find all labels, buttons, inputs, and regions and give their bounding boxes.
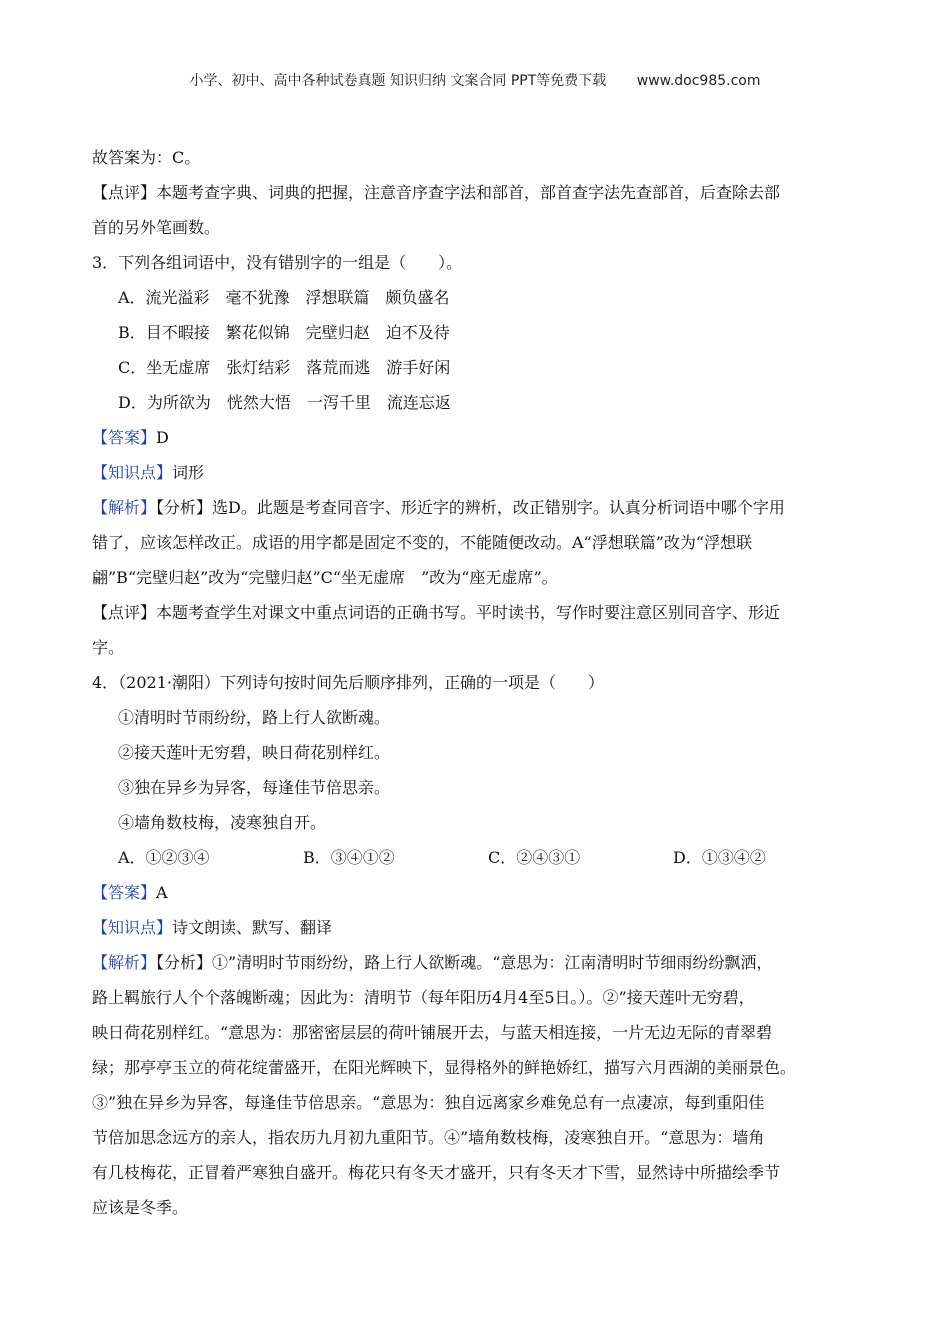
question-4-analysis-line-8: 应该是冬季。 — [92, 1198, 189, 1217]
header-text: 小学、初中、高中各种试卷真题 知识归纳 文案合同 PPT等免费下载 — [189, 73, 607, 89]
question-4-option-b: B．③④①② — [303, 848, 395, 867]
header-site-link[interactable]: www.doc985.com — [636, 73, 761, 89]
comment-tag: 【点评】 — [92, 183, 157, 202]
question-3-comment-line-1 — [92, 595, 862, 630]
question-3-option-b: B．目不暇接 繁花似锦 完壁归赵 迫不及待 — [118, 323, 450, 342]
answer-value: D — [156, 428, 169, 447]
question-3-option-a: A．流光溢彩 毫不犹豫 浮想联篇 颇负盛名 — [118, 288, 450, 307]
document-body — [92, 140, 862, 1225]
comment-text: 本题考查学生对课文中重点词语的正确书写。平时读书，写作时要注意区别同音字、形近 — [156, 603, 781, 622]
question-4-stem: 4．（2021·潮阳）下列诗句按时间先后顺序排列，正确的一项是（ ） — [92, 673, 604, 692]
question-3-option-d: D．为所欲为 恍然大悟 一泻千里 流连忘返 — [118, 393, 451, 412]
question-4-option-c: C．②④③① — [488, 848, 581, 867]
page-header — [0, 70, 950, 90]
question-4-analysis-line-5: ③”独在异乡为异客，每逢佳节倍思亲。“意思为：独自远离家乡难免总有一点凄凉，每到重阳佳 — [92, 1093, 765, 1112]
question-4-analysis-line-7: 有几枝梅花，正冒着严寒独自盛开。梅花只有冬天才盛开，只有冬天才下雪，显然诗中所描绘季节 — [92, 1163, 781, 1182]
question-3-analysis-line-1 — [92, 490, 862, 525]
question-4-poem-2: ②接天莲叶无穷碧，映日荷花别样红。 — [118, 743, 391, 762]
question-4-analysis-line-2: 路上羁旅行人个个落魄断魂；因此为：清明节（每年阳历4月4至5日。）。②”接天莲叶无穷碧， — [92, 988, 755, 1007]
question-4-option-a: A．①②③④ — [118, 848, 210, 867]
answer-tag: 【答案】 — [92, 883, 157, 902]
question-3-stem: 3．下列各组词语中，没有错别字的一组是（ ）。 — [92, 253, 463, 272]
question-3-analysis-line-3: 翩”B“完壁归赵”改为“完璧归赵”C“坐无虚席 ”改为“座无虚席”。 — [92, 568, 558, 587]
knowledge-value: 诗文朗读、默写、翻译 — [172, 918, 333, 937]
question-3-knowledge-point — [92, 455, 862, 490]
question-4-options — [92, 840, 862, 875]
analysis-tag: 【解析】 — [92, 953, 157, 972]
question-4-analysis-line-1 — [92, 945, 862, 980]
question-3-option-c: C．坐无虚席 张灯结彩 落荒而逃 游手好闲 — [118, 358, 451, 377]
answer-value: A — [156, 883, 168, 902]
question-4-option-d: D．①③④② — [673, 848, 766, 867]
prev-comment-line-2: 首的另外笔画数。 — [92, 218, 221, 237]
knowledge-value: 词形 — [172, 463, 205, 482]
knowledge-tag: 【知识点】 — [92, 463, 173, 482]
question-4-analysis-line-6: 节倍加思念远方的亲人，指农历九月初九重阳节。④”墙角数枝梅，凌寒独自开。“意思为：墙角 — [92, 1128, 765, 1147]
question-4-answer — [92, 875, 862, 910]
knowledge-tag: 【知识点】 — [92, 918, 173, 937]
question-4-poem-4: ④墙角数枝梅，凌寒独自开。 — [118, 813, 327, 832]
comment-tag: 【点评】 — [92, 603, 157, 622]
answer-tag: 【答案】 — [92, 428, 157, 447]
analysis-tag: 【解析】 — [92, 498, 157, 517]
prev-answer-line: 故答案为：C。 — [92, 148, 201, 167]
question-4-analysis-line-4: 绿；那亭亭玉立的荷花绽蕾盛开，在阳光辉映下，显得格外的鲜艳娇红，描写六月西湖的美丽景色。 — [92, 1058, 797, 1077]
analysis-text: 【分析】选D。此题是考查同音字、形近字的辨析，改正错别字。认真分析词语中哪个字用 — [156, 498, 785, 517]
prev-comment-line-1 — [92, 175, 862, 210]
comment-text: 本题考查字典、词典的把握，注意音序查字法和部首，部首查字法先查部首，后查除去部 — [156, 183, 781, 202]
question-4-poem-3: ③独在异乡为异客，每逢佳节倍思亲。 — [118, 778, 391, 797]
question-3-analysis-line-2: 错了，应该怎样改正。成语的用字都是固定不变的，不能随便改动。A“浮想联篇”改为“浮想联 — [92, 533, 753, 552]
question-3-comment-line-2: 字。 — [92, 638, 125, 657]
question-3-answer — [92, 420, 862, 455]
question-4-analysis-line-3: 映日荷花别样红。“意思为：那密密层层的荷叶铺展开去，与蓝天相连接，一片无边无际的青翠碧 — [92, 1023, 773, 1042]
question-4-knowledge-point — [92, 910, 862, 945]
question-4-poem-1: ①清明时节雨纷纷，路上行人欲断魂。 — [118, 708, 391, 727]
analysis-text: 【分析】①”清明时节雨纷纷，路上行人欲断魂。“意思为：江南清明时节细雨纷纷飘洒， — [156, 953, 773, 972]
